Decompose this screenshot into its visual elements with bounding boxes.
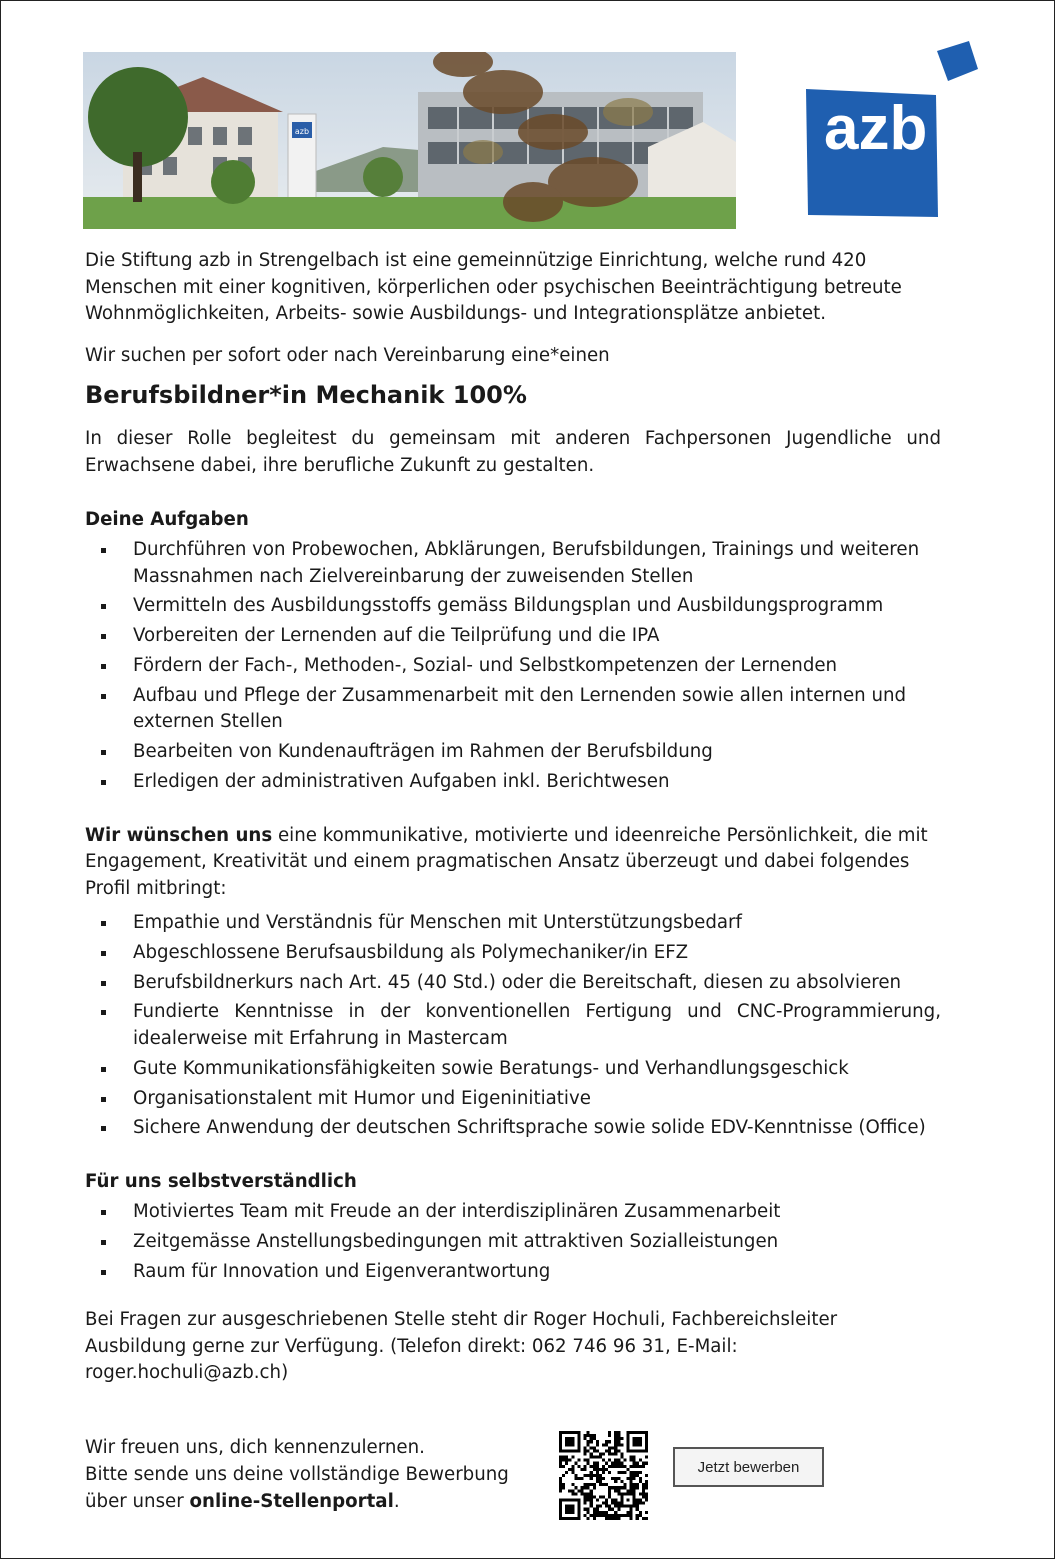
list-item: Fundierte Kenntnisse in der konventionellen Fertigung und CNC-Programmierung, idealerweise mit Erfahrung in Mastercam	[85, 999, 941, 1052]
list-item: Vermitteln des Ausbildungsstoffs gemäss Bildungsplan und Ausbildungsprogramm	[85, 593, 941, 620]
header-photo	[83, 52, 736, 229]
job-title: Berufsbildner*in Mechanik 100%	[85, 381, 527, 409]
benefits-heading: Für uns selbstverständlich	[85, 1171, 357, 1193]
list-item: Sichere Anwendung der deutschen Schriftsprache sowie solide EDV-Kenntnisse (Office)	[85, 1115, 941, 1142]
qr-code[interactable]	[559, 1431, 648, 1520]
logo-text: azb	[824, 94, 928, 163]
closing-line-3-pre: über unser	[85, 1491, 190, 1512]
benefits-list	[85, 1199, 941, 1285]
main-content	[85, 248, 941, 1387]
azb-logo	[806, 39, 981, 219]
list-item: Aufbau und Pflege der Zusammenarbeit mit den Lernenden sowie allen internen und externen Stellen	[85, 683, 941, 736]
list-item: Abgeschlossene Berufsausbildung als Polymechaniker/in EFZ	[85, 940, 941, 967]
profile-list	[85, 910, 941, 1142]
profile-lead-bold: Wir wünschen uns	[85, 824, 273, 846]
contact-paragraph: Bei Fragen zur ausgeschriebenen Stelle steht dir Roger Hochuli, Fachbereichsleiter Ausbildung gerne zur Verfügung. (Telefon direkt: 062 746 96 31, E-Mail: roger.hochuli@azb.ch)	[85, 1309, 838, 1384]
list-item: Organisationstalent mit Humor und Eigeninitiative	[85, 1086, 941, 1113]
profile-lead-text: eine kommunikative, motivierte und ideenreiche Persönlichkeit, die mit Engagement, Kreativität und einem pragmatischen Ansatz überzeugt und dabei folgendes Profil mitbringt:	[85, 824, 928, 899]
apply-button[interactable]: Jetzt bewerben	[673, 1447, 824, 1487]
tasks-heading: Deine Aufgaben	[85, 509, 249, 530]
portal-link[interactable]: online-Stellenportal	[189, 1491, 394, 1512]
list-item: Zeitgemässe Anstellungsbedingungen mit attraktiven Sozialleistungen	[85, 1229, 941, 1256]
list-item: Gute Kommunikationsfähigkeiten sowie Beratungs- und Verhandlungsgeschick	[85, 1056, 941, 1083]
list-item: Bearbeiten von Kundenaufträgen im Rahmen der Berufsbildung	[85, 739, 941, 766]
closing-text	[85, 1434, 545, 1515]
list-item: Berufsbildnerkurs nach Art. 45 (40 Std.) oder die Bereitschaft, diesen zu absolvieren	[85, 970, 941, 997]
profile-intro	[85, 823, 941, 903]
intro-paragraph: Die Stiftung azb in Strengelbach ist eine gemeinnützige Einrichtung, welche rund 420 Menschen mit einer kognitiven, körperlichen oder psychischen Beeinträchtigung betreute Wohnmöglichkeiten, Arbeits- sowie Ausbildungs- und Integrationsplätze anbietet.	[85, 250, 902, 324]
closing-line-3	[85, 1488, 545, 1515]
closing-line-3-post: .	[393, 1491, 400, 1512]
list-item: Fördern der Fach-, Methoden-, Sozial- und Selbstkompetenzen der Lernenden	[85, 653, 941, 680]
closing-line-2: Bitte sende uns deine vollständige Bewerbung	[85, 1464, 509, 1485]
list-item: Raum für Innovation und Eigenverantwortung	[85, 1259, 941, 1286]
tasks-list	[85, 537, 941, 795]
role-description: In dieser Rolle begleitest du gemeinsam mit anderen Fachpersonen Jugendliche und Erwachsene dabei, ihre berufliche Zukunft zu gestalten.	[85, 428, 941, 476]
list-item: Erledigen der administrativen Aufgaben inkl. Berichtwesen	[85, 769, 941, 796]
closing-line-1: Wir freuen uns, dich kennenzulernen.	[85, 1437, 425, 1458]
list-item: Empathie und Verständnis für Menschen mit Unterstützungsbedarf	[85, 910, 941, 937]
list-item: Vorbereiten der Lernenden auf die Teilprüfung und die IPA	[85, 623, 941, 650]
list-item: Motiviertes Team mit Freude an der interdisziplinären Zusammenarbeit	[85, 1199, 941, 1226]
photo-sign-text: azb	[294, 127, 310, 136]
seeking-line: Wir suchen per sofort oder nach Vereinbarung eine*einen	[85, 344, 610, 366]
list-item: Durchführen von Probewochen, Abklärungen, Berufsbildungen, Trainings und weiteren Massnahmen nach Zielvereinbarung der zuweisenden Stellen	[85, 537, 941, 590]
